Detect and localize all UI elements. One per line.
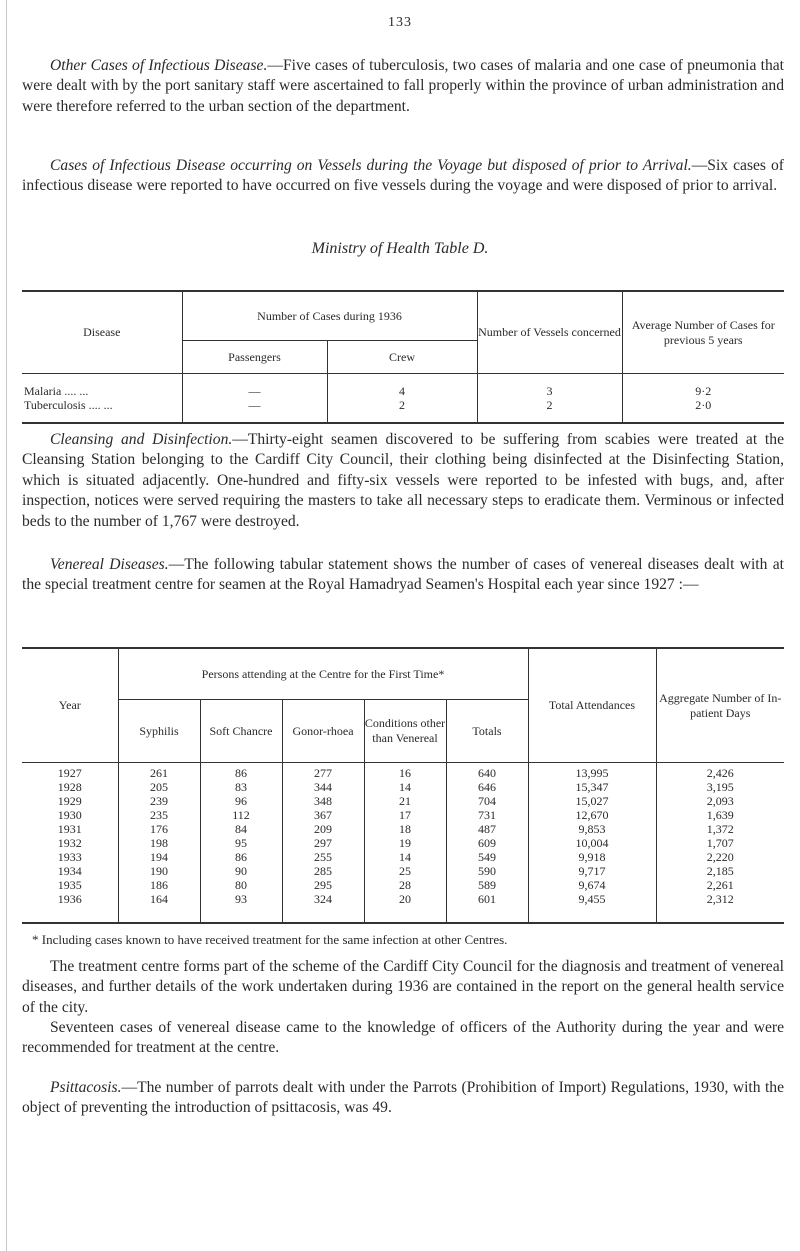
header-average: Average Number of Cases for previous 5 years <box>622 291 784 374</box>
conditions-cell: 17 <box>364 808 446 822</box>
aggregate-cell: 2,093 <box>656 794 784 808</box>
table-row <box>22 850 784 864</box>
paragraph-cleansing <box>22 430 784 532</box>
header-passengers: Passengers <box>182 341 327 374</box>
syphilis-cell: 239 <box>118 794 200 808</box>
attendances-cell: 15,027 <box>528 794 656 808</box>
header-aggregate: Aggregate Number of In-patient Days <box>656 648 784 763</box>
syphilis-cell: 205 <box>118 780 200 794</box>
conditions-cell: 28 <box>364 878 446 892</box>
conditions-cell: 25 <box>364 864 446 878</box>
header-soft-chancre: Soft Chancre <box>200 700 282 763</box>
leader-dots: .... ... <box>64 384 89 398</box>
table-row <box>22 763 784 781</box>
year-cell: 1933 <box>57 850 82 864</box>
year-cell: 1935 <box>57 878 82 892</box>
year-cell: 1928 <box>57 780 82 794</box>
totals-cell: 589 <box>446 878 528 892</box>
header-crew: Crew <box>327 341 477 374</box>
soft-chancre-cell: 96 <box>200 794 282 808</box>
soft-chancre-cell: 80 <box>200 878 282 892</box>
attendances-cell: 10,004 <box>528 836 656 850</box>
syphilis-cell: 235 <box>118 808 200 822</box>
totals-cell: 590 <box>446 864 528 878</box>
soft-chancre-cell: 83 <box>200 780 282 794</box>
totals-cell: 646 <box>446 780 528 794</box>
syphilis-cell: 190 <box>118 864 200 878</box>
attendances-cell: 9,918 <box>528 850 656 864</box>
paragraph-heading: Venereal Diseases. <box>50 556 169 573</box>
conditions-cell: 14 <box>364 850 446 864</box>
attendances-cell: 12,670 <box>528 808 656 822</box>
attendances-cell: 9,455 <box>528 892 656 923</box>
attendances-cell: 15,347 <box>528 780 656 794</box>
venereal-table <box>22 647 784 924</box>
aggregate-cell: 1,639 <box>656 808 784 822</box>
table-row <box>22 398 784 423</box>
paragraph-text: —The following tabular statement shows the number of cases of venereal diseases dealt with at the special treatment centre for seamen at the Royal Hamadryad Seamen's Hospital each year since 1927 :— <box>22 556 784 594</box>
gonorrhoea-cell: 324 <box>282 892 364 923</box>
table-row <box>22 374 784 399</box>
year-cell: 1927 <box>57 766 82 780</box>
disease-name: Tuberculosis <box>24 398 86 412</box>
table-row <box>22 808 784 822</box>
table-row <box>22 878 784 892</box>
aggregate-cell: 2,220 <box>656 850 784 864</box>
paragraph-vessel-cases <box>22 156 784 197</box>
conditions-cell: 19 <box>364 836 446 850</box>
conditions-cell: 16 <box>364 763 446 781</box>
table-row <box>22 794 784 808</box>
passengers-cell: — <box>182 374 327 399</box>
crew-cell: 4 <box>327 374 477 399</box>
year-cell: 1929 <box>57 794 82 808</box>
gonorrhoea-cell: 277 <box>282 763 364 781</box>
vessels-cell: 2 <box>477 398 622 423</box>
soft-chancre-cell: 86 <box>200 763 282 781</box>
syphilis-cell: 164 <box>118 892 200 923</box>
attendances-cell: 9,674 <box>528 878 656 892</box>
page-number: 133 <box>388 15 412 30</box>
totals-cell: 731 <box>446 808 528 822</box>
vessels-cell: 3 <box>477 374 622 399</box>
totals-cell: 549 <box>446 850 528 864</box>
gonorrhoea-cell: 344 <box>282 780 364 794</box>
average-cell: 9·2 <box>622 374 784 399</box>
syphilis-cell: 186 <box>118 878 200 892</box>
table-row <box>22 892 784 923</box>
aggregate-cell: 2,426 <box>656 763 784 781</box>
paragraph-text: —Five cases of tuberculosis, two cases of malaria and one case of pneumonia that were dealt with by the port sanitary staff were ascertained to fall properly within the province of urban administration and were therefore referred to the urban section of the department. <box>22 57 784 115</box>
table-row <box>22 780 784 794</box>
header-number-of-cases: Number of Cases during 1936 <box>182 291 477 341</box>
syphilis-cell: 198 <box>118 836 200 850</box>
paragraph-venereal <box>22 555 784 596</box>
soft-chancre-cell: 84 <box>200 822 282 836</box>
header-vessels: Number of Vessels concerned <box>477 291 622 374</box>
table-footnote: * Including cases known to have received treatment for the same infection at other Centres. <box>32 932 508 947</box>
totals-cell: 609 <box>446 836 528 850</box>
paragraph-text: —Thirty-eight seamen discovered to be suffering from scabies were treated at the Cleansing Station belonging to the Cardiff City Council, their clothing being disinfected at the Disinfecting Station, which is situated adjacently. One-hundred and fifty-six vessels were reported to be infested with bugs, and, after inspection, notices were served requiring the masters to take all necessary steps to eradicate them. Verminous or infected beds to the number of 1,767 were destroyed. <box>22 431 784 530</box>
aggregate-cell: 1,372 <box>656 822 784 836</box>
header-syphilis: Syphilis <box>118 700 200 763</box>
paragraph-text: —Six cases of infectious disease were reported to have occurred on five vessels during the voyage and were disposed of prior to arrival. <box>22 157 784 195</box>
aggregate-cell: 2,185 <box>656 864 784 878</box>
paragraph-treatment-centre: The treatment centre forms part of the scheme of the Cardiff City Council for the diagnosis and treatment of venereal diseases, and further details of the work undertaken during 1936 are contained in the report on the general health service of the city. <box>22 958 784 1016</box>
year-cell: 1930 <box>57 808 82 822</box>
paragraph-psittacosis <box>22 1078 784 1119</box>
year-cell: 1934 <box>57 864 82 878</box>
paragraph-heading: Psittacosis. <box>50 1079 122 1096</box>
conditions-cell: 21 <box>364 794 446 808</box>
disease-name: Malaria <box>24 384 62 398</box>
aggregate-cell: 2,261 <box>656 878 784 892</box>
gonorrhoea-cell: 209 <box>282 822 364 836</box>
aggregate-cell: 1,707 <box>656 836 784 850</box>
attendances-cell: 9,853 <box>528 822 656 836</box>
paragraph-seventeen-cases: Seventeen cases of venereal disease came to the knowledge of officers of the Authority during the year and were recommended for treatment at the centre. <box>22 1019 784 1057</box>
paragraph-heading: Other Cases of Infectious Disease. <box>50 57 268 74</box>
conditions-cell: 14 <box>364 780 446 794</box>
table-row <box>22 864 784 878</box>
year-cell: 1932 <box>57 836 82 850</box>
soft-chancre-cell: 93 <box>200 892 282 923</box>
paragraph-text: —The number of parrots dealt with under the Parrots (Prohibition of Import) Regulations, 1930, with the object of preventing the introduction of psittacosis, was 49. <box>22 1079 784 1117</box>
paragraph-heading: Cases of Infectious Disease occurring on Vessels during the Voyage but disposed of prior to Arrival. <box>50 157 692 174</box>
gonorrhoea-cell: 295 <box>282 878 364 892</box>
totals-cell: 704 <box>446 794 528 808</box>
header-year: Year <box>22 648 118 763</box>
crew-cell: 2 <box>327 398 477 423</box>
average-cell: 2·0 <box>622 398 784 423</box>
syphilis-cell: 261 <box>118 763 200 781</box>
totals-cell: 487 <box>446 822 528 836</box>
header-total-attendances: Total Attendances <box>528 648 656 763</box>
gonorrhoea-cell: 367 <box>282 808 364 822</box>
gonorrhoea-cell: 285 <box>282 864 364 878</box>
table-row <box>22 822 784 836</box>
syphilis-cell: 194 <box>118 850 200 864</box>
gonorrhoea-cell: 348 <box>282 794 364 808</box>
attendances-cell: 9,717 <box>528 864 656 878</box>
paragraph-heading: Cleansing and Disinfection. <box>50 431 233 448</box>
passengers-cell: — <box>182 398 327 423</box>
aggregate-cell: 3,195 <box>656 780 784 794</box>
year-cell: 1936 <box>22 892 118 923</box>
attendances-cell: 13,995 <box>528 763 656 781</box>
totals-cell: 640 <box>446 763 528 781</box>
aggregate-cell: 2,312 <box>656 892 784 923</box>
soft-chancre-cell: 112 <box>200 808 282 822</box>
year-cell: 1931 <box>57 822 82 836</box>
syphilis-cell: 176 <box>118 822 200 836</box>
header-persons-attending: Persons attending at the Centre for the First Time* <box>118 648 528 700</box>
leader-dots: .... ... <box>88 398 113 412</box>
header-conditions: Conditions other than Venereal <box>364 700 446 763</box>
ministry-table-d <box>22 290 784 424</box>
scan-margin-line <box>6 0 7 1251</box>
gonorrhoea-cell: 255 <box>282 850 364 864</box>
paragraph-other-cases <box>22 56 784 117</box>
header-disease: Disease <box>22 291 182 374</box>
venereal-table-body <box>22 763 784 924</box>
totals-cell: 601 <box>446 892 528 923</box>
soft-chancre-cell: 86 <box>200 850 282 864</box>
table-row <box>22 836 784 850</box>
header-totals: Totals <box>446 700 528 763</box>
soft-chancre-cell: 90 <box>200 864 282 878</box>
conditions-cell: 18 <box>364 822 446 836</box>
soft-chancre-cell: 95 <box>200 836 282 850</box>
gonorrhoea-cell: 297 <box>282 836 364 850</box>
conditions-cell: 20 <box>364 892 446 923</box>
header-gonorrhoea: Gonor-rhoea <box>282 700 364 763</box>
table-caption: Ministry of Health Table D. <box>311 240 489 257</box>
